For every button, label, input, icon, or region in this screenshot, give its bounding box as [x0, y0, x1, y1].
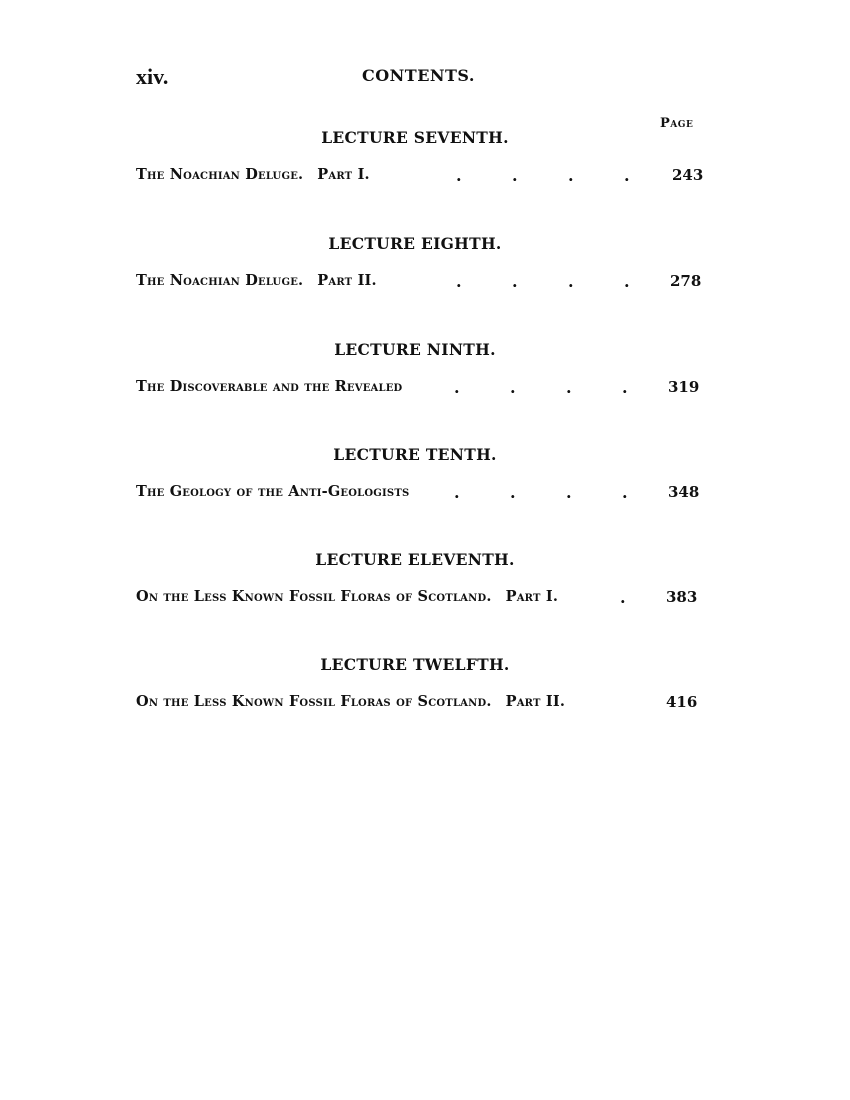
lecture-heading: LECTURE SEVENTH.	[321, 128, 509, 147]
entry-title: On the Less Known Fossil Floras of Scotland. Part I.	[136, 588, 559, 605]
entry-title: The Noachian Deluge. Part I.	[136, 166, 370, 183]
entry-title: The Noachian Deluge. Part II.	[136, 272, 377, 289]
entry-page: 416	[666, 693, 698, 711]
entry-page: 243	[672, 166, 704, 184]
entry-title: The Discoverable and the Revealed	[136, 378, 403, 395]
page-number: xiv.	[136, 64, 169, 89]
lecture-heading: LECTURE NINTH.	[334, 340, 496, 359]
lecture-heading: LECTURE TWELFTH.	[320, 655, 510, 674]
entry-title: The Geology of the Anti-Geologists	[136, 483, 410, 500]
lecture-heading: LECTURE EIGHTH.	[328, 234, 502, 253]
lecture-heading: LECTURE ELEVENTH.	[315, 550, 515, 569]
entry-page: 319	[668, 378, 700, 396]
toc-entry: The Noachian Deluge. Part I. . . . . 243	[136, 166, 704, 185]
toc-entry: The Discoverable and the Revealed . . . . 319	[136, 378, 700, 397]
lecture-heading: LECTURE TENTH.	[333, 445, 497, 464]
toc-entry: The Noachian Deluge. Part II. . . . . 278	[136, 272, 702, 291]
entry-page: 348	[668, 483, 700, 501]
entry-title: On the Less Known Fossil Floras of Scotland. Part II.	[136, 693, 566, 710]
page-column-label: Page	[660, 116, 694, 131]
entry-page: 278	[670, 272, 702, 290]
toc-entry	[136, 693, 706, 717]
running-title: CONTENTS.	[362, 66, 475, 85]
entry-page: 383	[666, 588, 698, 606]
toc-entry: On the Less Known Fossil Floras of Scotland. Part I. . 383	[136, 588, 698, 607]
toc-entry: The Geology of the Anti-Geologists . . . . 348	[136, 483, 700, 502]
